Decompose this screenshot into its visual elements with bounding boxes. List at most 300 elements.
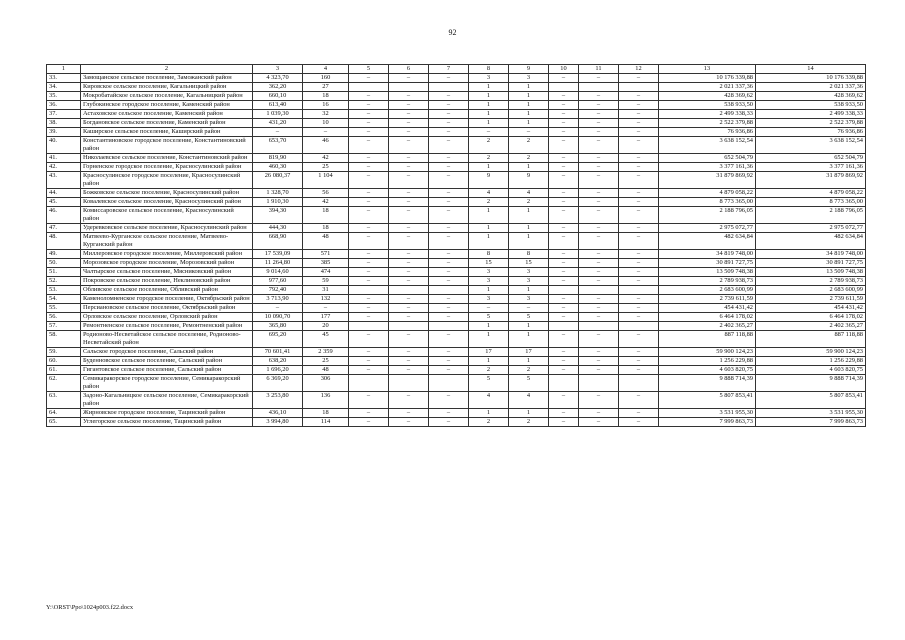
table-cell: 3 <box>469 277 509 286</box>
table-cell: – <box>429 224 469 233</box>
table-cell: – <box>349 277 389 286</box>
table-cell: 436,10 <box>253 409 303 418</box>
table-row <box>47 366 866 375</box>
table-cell: – <box>509 128 549 137</box>
table-cell: – <box>579 110 619 119</box>
table-cell: 55. <box>47 304 81 313</box>
table-cell: 3 377 161,36 <box>659 163 756 172</box>
table-cell: – <box>349 172 389 189</box>
table-cell: 177 <box>303 313 349 322</box>
table-cell: 695,20 <box>253 331 303 348</box>
table-cell: 38. <box>47 119 81 128</box>
table-cell: – <box>429 189 469 198</box>
table-row <box>47 392 866 409</box>
table-cell: – <box>579 172 619 189</box>
table-cell: 1 910,30 <box>253 198 303 207</box>
table-cell: 48. <box>47 233 81 250</box>
table-cell: – <box>429 137 469 154</box>
table-cell: 59 900 124,23 <box>659 348 756 357</box>
table-cell: – <box>349 198 389 207</box>
table-cell: 1 <box>469 322 509 331</box>
table-cell: 63. <box>47 392 81 409</box>
table-cell: – <box>429 304 469 313</box>
column-number-cell: 5 <box>349 65 389 74</box>
table-cell: 2 <box>509 198 549 207</box>
table-cell: – <box>349 366 389 375</box>
table-cell: – <box>579 277 619 286</box>
table-row <box>47 259 866 268</box>
table-cell: 571 <box>303 250 349 259</box>
table-cell: – <box>429 101 469 110</box>
table-cell: – <box>579 189 619 198</box>
table-cell: – <box>349 268 389 277</box>
table-cell: 7 999 863,73 <box>659 418 756 427</box>
table-cell: 2 <box>469 137 509 154</box>
table-cell: – <box>429 357 469 366</box>
table-row <box>47 357 866 366</box>
table-cell: – <box>429 268 469 277</box>
table-cell: – <box>579 357 619 366</box>
table-cell: – <box>389 277 429 286</box>
settlement-name-cell: Орловское сельское поселение, Орловский район <box>81 313 253 322</box>
table-cell: 42 <box>303 198 349 207</box>
column-number-cell: 14 <box>756 65 866 74</box>
table-cell: – <box>549 418 579 427</box>
table-row <box>47 286 866 295</box>
table-row <box>47 418 866 427</box>
table-cell: 538 933,50 <box>756 101 866 110</box>
table-cell: 132 <box>303 295 349 304</box>
table-cell: 27 <box>303 83 349 92</box>
table-cell: 50. <box>47 259 81 268</box>
table-cell: – <box>549 207 579 224</box>
table-cell: – <box>389 331 429 348</box>
table-cell: 8 773 365,00 <box>756 198 866 207</box>
data-table <box>46 64 866 427</box>
table-row <box>47 110 866 119</box>
table-cell: 2 <box>509 154 549 163</box>
table-cell: 7 999 863,73 <box>756 418 866 427</box>
table-cell: – <box>579 268 619 277</box>
column-number-row <box>47 65 866 74</box>
table-cell: 64. <box>47 409 81 418</box>
table-cell: – <box>429 198 469 207</box>
settlement-name-cell: Семикаракорское городское поселение, Семикаракорский район <box>81 375 253 392</box>
table-cell: 3 531 955,30 <box>756 409 866 418</box>
table-cell: 59 <box>303 277 349 286</box>
settlement-name-cell: Комиссаровское сельское поселение, Красносулинский район <box>81 207 253 224</box>
table-row <box>47 331 866 348</box>
table-cell: 431,20 <box>253 119 303 128</box>
column-number-cell: 9 <box>509 65 549 74</box>
table-cell: – <box>579 92 619 101</box>
table-cell: – <box>469 128 509 137</box>
table-cell: 2 402 365,27 <box>659 322 756 331</box>
table-cell: – <box>549 172 579 189</box>
table-cell <box>549 286 579 295</box>
table-cell: – <box>349 101 389 110</box>
table-cell: 1 <box>509 331 549 348</box>
table-cell: 1 <box>509 409 549 418</box>
settlement-name-cell: Персиановское сельское поселение, Октябрьский район <box>81 304 253 313</box>
table-cell: 2 <box>509 366 549 375</box>
table-cell: 46. <box>47 207 81 224</box>
table-cell: – <box>349 357 389 366</box>
settlement-name-cell: Ковалевское сельское поселение, Красносулинский район <box>81 198 253 207</box>
column-number-cell: 8 <box>469 65 509 74</box>
table-cell: 482 634,84 <box>659 233 756 250</box>
table-cell: 20 <box>303 322 349 331</box>
table-cell: – <box>389 313 429 322</box>
table-row <box>47 154 866 163</box>
table-cell: 4 603 820,75 <box>659 366 756 375</box>
table-cell: 32 <box>303 110 349 119</box>
table-cell: – <box>429 154 469 163</box>
table-cell: – <box>429 119 469 128</box>
table-cell: 56 <box>303 189 349 198</box>
table-cell: – <box>619 366 659 375</box>
table-cell: 394,30 <box>253 207 303 224</box>
table-cell: 8 <box>469 250 509 259</box>
table-cell: 1 <box>509 119 549 128</box>
table-cell <box>619 375 659 392</box>
table-cell: – <box>429 392 469 409</box>
table-cell: – <box>349 128 389 137</box>
column-number-cell: 6 <box>389 65 429 74</box>
table-cell: 474 <box>303 268 349 277</box>
table-cell: – <box>389 250 429 259</box>
table-cell: – <box>579 348 619 357</box>
table-cell: – <box>579 331 619 348</box>
table-cell: 41. <box>47 154 81 163</box>
table-row <box>47 277 866 286</box>
table-cell: – <box>389 295 429 304</box>
table-row <box>47 92 866 101</box>
table-cell: – <box>619 137 659 154</box>
table-cell: 5 <box>469 375 509 392</box>
table-cell: – <box>619 154 659 163</box>
table-cell: 25 <box>303 357 349 366</box>
table-row <box>47 128 866 137</box>
settlement-name-cell: Богдановское сельское поселение, Каменский район <box>81 119 253 128</box>
table-cell: 5 <box>509 375 549 392</box>
table-cell: 18 <box>303 207 349 224</box>
table-cell: – <box>253 304 303 313</box>
table-cell: 40. <box>47 137 81 154</box>
table-cell: 428 369,62 <box>756 92 866 101</box>
table-cell: 4 <box>509 189 549 198</box>
table-cell: 1 <box>469 92 509 101</box>
table-cell: 45 <box>303 331 349 348</box>
table-cell: – <box>619 92 659 101</box>
settlement-name-cell: Мокробатайское сельское поселение, Кагальницкий район <box>81 92 253 101</box>
table-row <box>47 119 866 128</box>
table-cell: – <box>429 207 469 224</box>
table-cell: 1 <box>469 233 509 250</box>
table-cell: – <box>429 277 469 286</box>
table-cell: – <box>549 224 579 233</box>
table-cell: 15 <box>509 259 549 268</box>
table-cell: – <box>389 154 429 163</box>
table-cell: – <box>619 110 659 119</box>
table-cell: – <box>549 163 579 172</box>
table-cell: 652 504,79 <box>756 154 866 163</box>
table-cell: – <box>389 207 429 224</box>
table-cell: 2 021 337,36 <box>756 83 866 92</box>
table-cell: 5 <box>509 313 549 322</box>
table-cell: 136 <box>303 392 349 409</box>
table-cell: 4 <box>509 392 549 409</box>
table-cell: – <box>303 304 349 313</box>
settlement-name-cell: Задоно-Кагальницкое сельское поселение, Семикаракорский район <box>81 392 253 409</box>
table-cell <box>349 83 389 92</box>
table-row <box>47 172 866 189</box>
table-row <box>47 83 866 92</box>
table-row <box>47 207 866 224</box>
table-cell: 2 522 379,88 <box>756 119 866 128</box>
table-cell: 2 <box>469 366 509 375</box>
table-cell: 60. <box>47 357 81 366</box>
table-cell: 4 879 058,22 <box>659 189 756 198</box>
table-cell <box>579 375 619 392</box>
table-cell: 26 080,37 <box>253 172 303 189</box>
table-cell: 887 118,88 <box>659 331 756 348</box>
table-cell: – <box>619 295 659 304</box>
table-cell: – <box>389 357 429 366</box>
table-cell: – <box>429 233 469 250</box>
table-cell: 49. <box>47 250 81 259</box>
table-cell: 1 <box>509 110 549 119</box>
settlement-name-cell: Родионово-Несветайское сельское поселение, Родионово-Несветайский район <box>81 331 253 348</box>
table-cell: 8 773 365,00 <box>659 198 756 207</box>
table-cell: 977,60 <box>253 277 303 286</box>
table-cell: 9 <box>509 172 549 189</box>
table-cell: 34. <box>47 83 81 92</box>
table-cell: 3 <box>509 74 549 83</box>
table-cell: – <box>429 74 469 83</box>
table-cell: – <box>349 224 389 233</box>
table-cell: – <box>619 233 659 250</box>
table-cell: 17 539,09 <box>253 250 303 259</box>
table-cell: – <box>549 357 579 366</box>
table-cell: – <box>389 366 429 375</box>
settlement-name-cell: Удеревковское сельское поселение, Красносулинский район <box>81 224 253 233</box>
table-cell: – <box>429 92 469 101</box>
table-cell: 3 <box>469 74 509 83</box>
table-cell: 42. <box>47 163 81 172</box>
table-cell: 2 789 938,73 <box>659 277 756 286</box>
table-cell: 53. <box>47 286 81 295</box>
table-cell: 62. <box>47 375 81 392</box>
table-cell: – <box>389 304 429 313</box>
table-cell: 2 <box>469 418 509 427</box>
table-cell: 18 <box>303 92 349 101</box>
table-cell: 8 <box>509 250 549 259</box>
table-cell: 2 <box>469 198 509 207</box>
table-cell: – <box>549 331 579 348</box>
table-cell: 13 509 748,38 <box>659 268 756 277</box>
table-cell: 1 <box>469 409 509 418</box>
table-cell: – <box>579 224 619 233</box>
table-cell: – <box>469 304 509 313</box>
table-row <box>47 74 866 83</box>
table-cell: – <box>579 295 619 304</box>
table-cell: 2 188 796,05 <box>756 207 866 224</box>
table-cell <box>549 322 579 331</box>
table-cell: 3 713,90 <box>253 295 303 304</box>
table-cell <box>579 83 619 92</box>
table-cell: 47. <box>47 224 81 233</box>
table-cell <box>429 286 469 295</box>
table-cell: 39. <box>47 128 81 137</box>
table-cell: 76 936,86 <box>756 128 866 137</box>
table-cell: 18 <box>303 224 349 233</box>
table-cell: 1 <box>509 92 549 101</box>
table-cell: – <box>389 119 429 128</box>
table-row <box>47 409 866 418</box>
table-cell: 76 936,86 <box>659 128 756 137</box>
table-cell: – <box>619 198 659 207</box>
table-cell: 18 <box>303 409 349 418</box>
table-cell: – <box>549 250 579 259</box>
table-cell: 30 891 727,75 <box>659 259 756 268</box>
table-cell: 31 <box>303 286 349 295</box>
table-cell: – <box>349 233 389 250</box>
table-cell: 11 264,80 <box>253 259 303 268</box>
table-cell: 34 819 748,00 <box>756 250 866 259</box>
table-cell: – <box>349 418 389 427</box>
table-cell: – <box>579 392 619 409</box>
table-row <box>47 250 866 259</box>
table-cell: 3 531 955,30 <box>659 409 756 418</box>
table-cell: – <box>389 74 429 83</box>
table-cell: 460,30 <box>253 163 303 172</box>
table-cell: – <box>349 207 389 224</box>
table-cell: 4 603 820,75 <box>756 366 866 375</box>
table-cell: – <box>619 259 659 268</box>
table-cell: – <box>549 92 579 101</box>
table-cell: – <box>579 163 619 172</box>
table-cell: 385 <box>303 259 349 268</box>
table-cell: – <box>349 154 389 163</box>
table-row <box>47 198 866 207</box>
table-cell: – <box>579 313 619 322</box>
table-cell: – <box>549 366 579 375</box>
table-cell <box>579 286 619 295</box>
table-cell <box>619 83 659 92</box>
table-cell <box>349 322 389 331</box>
table-cell: 36. <box>47 101 81 110</box>
table-cell: 887 118,88 <box>756 331 866 348</box>
table-cell: 1 <box>469 331 509 348</box>
table-cell: – <box>579 207 619 224</box>
table-cell: 306 <box>303 375 349 392</box>
column-number-cell: 1 <box>47 65 81 74</box>
table-cell: 1 <box>509 233 549 250</box>
table-cell: 2 <box>509 137 549 154</box>
table-cell: 51. <box>47 268 81 277</box>
table-cell: 1 <box>509 286 549 295</box>
table-cell: – <box>579 304 619 313</box>
table-cell: 668,90 <box>253 233 303 250</box>
table-cell: 16 <box>303 101 349 110</box>
settlement-name-cell: Константиновское городское поселение, Константиновский район <box>81 137 253 154</box>
table-cell: 114 <box>303 418 349 427</box>
table-cell: 2 021 337,36 <box>659 83 756 92</box>
table-cell: 1 256 229,88 <box>659 357 756 366</box>
table-cell: – <box>549 101 579 110</box>
table-cell: 34 819 748,00 <box>659 250 756 259</box>
table-cell: 31 879 869,92 <box>659 172 756 189</box>
table-cell: – <box>349 313 389 322</box>
table-cell: – <box>579 259 619 268</box>
settlement-name-cell: Сальское городское поселение, Сальский район <box>81 348 253 357</box>
table-cell: – <box>619 207 659 224</box>
table-cell: – <box>579 409 619 418</box>
table-cell: 3 <box>509 295 549 304</box>
table-cell: – <box>303 128 349 137</box>
column-number-cell: 11 <box>579 65 619 74</box>
table-cell: 6 464 178,02 <box>659 313 756 322</box>
table-cell: 3 638 152,54 <box>756 137 866 154</box>
table-cell: – <box>389 137 429 154</box>
table-cell: – <box>549 233 579 250</box>
table-cell: – <box>549 268 579 277</box>
table-cell: – <box>429 313 469 322</box>
table-cell: 2 739 611,59 <box>659 295 756 304</box>
table-cell: – <box>619 331 659 348</box>
table-cell <box>349 375 389 392</box>
table-cell: – <box>389 163 429 172</box>
settlement-name-cell: Чалтырское сельское поселение, Мясниковский район <box>81 268 253 277</box>
table-cell: 1 <box>509 83 549 92</box>
table-cell: – <box>549 189 579 198</box>
table-cell: 2 522 379,88 <box>659 119 756 128</box>
table-cell: – <box>389 409 429 418</box>
table-cell: 59. <box>47 348 81 357</box>
table-cell: – <box>389 92 429 101</box>
table-cell: 44. <box>47 189 81 198</box>
table-cell: – <box>579 418 619 427</box>
table-cell: – <box>389 101 429 110</box>
table-cell: 45. <box>47 198 81 207</box>
table-cell: – <box>389 189 429 198</box>
settlement-name-cell: Буденновское сельское поселение, Сальский район <box>81 357 253 366</box>
table-cell <box>389 83 429 92</box>
settlement-name-cell: Миллеровское городское поселение, Миллеровский район <box>81 250 253 259</box>
table-cell: 61. <box>47 366 81 375</box>
table-cell: 13 509 748,38 <box>756 268 866 277</box>
table-cell <box>619 322 659 331</box>
table-cell <box>349 286 389 295</box>
table-cell: – <box>389 128 429 137</box>
table-cell: 428 369,62 <box>659 92 756 101</box>
table-cell: 365,80 <box>253 322 303 331</box>
table-cell: 3 377 161,36 <box>756 163 866 172</box>
table-cell: 2 975 072,77 <box>756 224 866 233</box>
table-cell: – <box>579 250 619 259</box>
table-cell: 9 014,60 <box>253 268 303 277</box>
table-cell: 444,30 <box>253 224 303 233</box>
table-cell: – <box>619 163 659 172</box>
column-number-cell: 2 <box>81 65 253 74</box>
table-cell: – <box>549 119 579 128</box>
table-cell: 2 <box>509 418 549 427</box>
table-cell: – <box>619 74 659 83</box>
table-row <box>47 189 866 198</box>
table-row <box>47 137 866 154</box>
table-cell: – <box>619 250 659 259</box>
